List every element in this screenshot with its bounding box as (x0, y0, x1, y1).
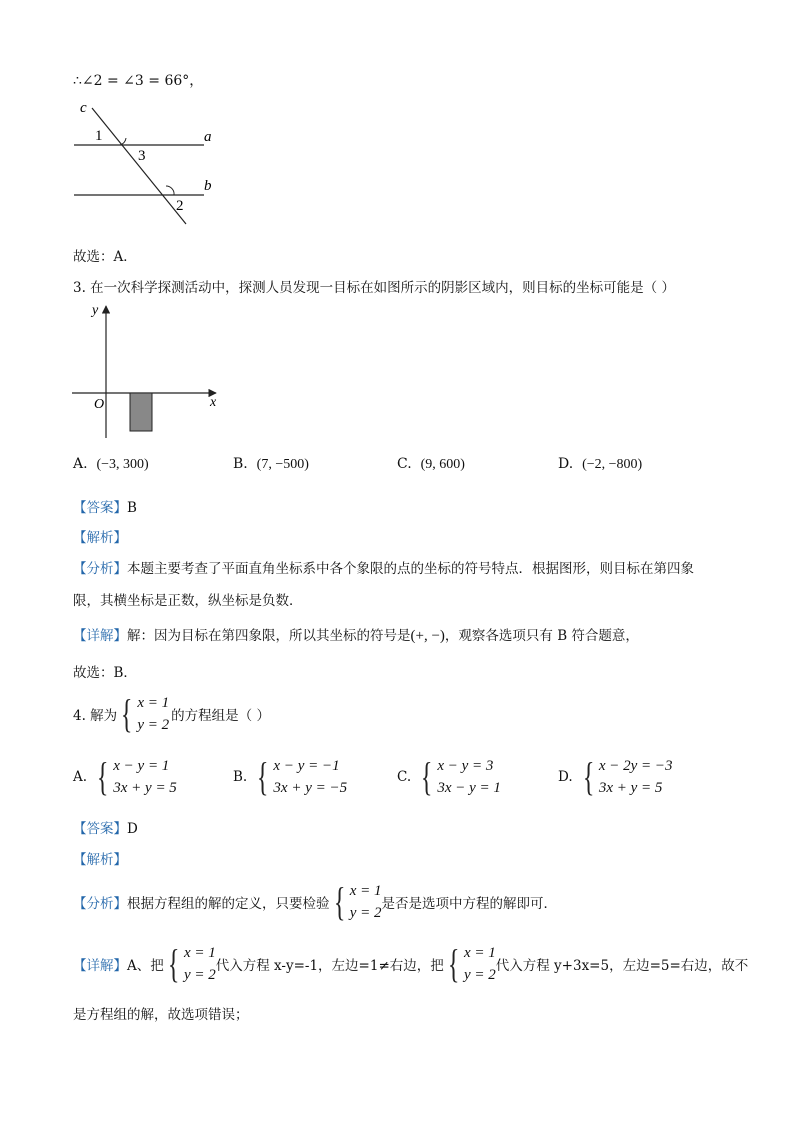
label-a: a (204, 129, 212, 145)
parallel-lines-figure (68, 98, 228, 228)
brace-icon: { (167, 941, 180, 986)
brace-icon: { (447, 941, 460, 986)
label-c: c (80, 100, 87, 116)
choose-a-line: 故选：A． (73, 249, 137, 265)
angle-arc-2 (166, 186, 174, 195)
coordinate-figure (66, 300, 226, 440)
q3-option-a: A. (−3, 300) (73, 456, 149, 472)
q3-stem: 3. 在一次科学探测活动中，探测人员发现一目标在如图所示的阴影区域内，则目标的坐标可能是（ ） (73, 280, 675, 296)
brace-icon: { (96, 754, 109, 799)
q4-option-b: B. { x − y = −1 3x + y = −5 (233, 754, 348, 799)
q3-fenxi-line2: 限，其横坐标是正数，纵坐标是负数． (73, 593, 303, 609)
brace-icon: { (333, 879, 345, 924)
brace-icon: { (257, 754, 269, 799)
line-c (92, 108, 186, 224)
brace-icon: { (420, 754, 433, 799)
q3-xiangjie-line2: 故选：B． (73, 665, 137, 681)
label-3: 3 (138, 148, 146, 164)
q3-xiangjie-line1: 【详解】解：因为目标在第四象限，所以其坐标的符号是(+, −)，观察各选项只有 B 符合题意， (73, 628, 639, 644)
q4-options (0, 755, 794, 803)
q3-options (0, 456, 794, 480)
y-label: y (92, 303, 99, 318)
q4-xiangjie-line2: 是方程组的解，故选项错误； (73, 1007, 249, 1023)
q3-option-d: D. (−2, −800) (558, 456, 643, 472)
q4-option-d: D. { x − 2y = −3 3x + y = 5 (558, 754, 673, 799)
brace-icon: { (121, 691, 133, 736)
q4-answer: 【答案】D (73, 821, 138, 837)
q3-answer: 【答案】B (73, 500, 137, 516)
conclusion-line: ∴∠2 = ∠3 = 66°， (73, 73, 204, 89)
q3-option-b: B. (7, −500) (233, 456, 309, 472)
label-2: 2 (176, 198, 184, 214)
q4-analysis-heading: 【解析】 (73, 852, 127, 868)
x-label: x (210, 395, 217, 410)
q4-option-c: C. { x − y = 3 3x − y = 1 (397, 754, 501, 799)
origin-label: O (94, 397, 105, 412)
label-1: 1 (95, 128, 103, 144)
q4-fenxi: 【分析】 根据方程组的解的定义，只要检验 { x = 1 y = 2 是否是选项中方程的解即可． (73, 879, 557, 924)
shaded-region (130, 393, 152, 431)
brace-icon: { (582, 754, 595, 799)
q3-analysis-heading: 【解析】 (73, 530, 127, 546)
q4-stem: 4. 解为 { x = 1 y = 2 的方程组是（ ） (73, 691, 270, 736)
label-b: b (204, 178, 212, 194)
q4-xiangjie-line1: 【详解】 A、把 { x = 1 y = 2 代入方程 x-y=-1，左边=1≠右边，把 { x = 1 y = 2 代入方程 y+3x=5，左边=5=右边，故不 (73, 941, 749, 986)
q4-option-a: A. { x − y = 1 3x + y = 5 (73, 754, 177, 799)
q3-fenxi-line1: 【分析】本题主要考查了平面直角坐标系中各个象限的点的坐标的符号特点．根据图形，则目标在第四象 (73, 561, 694, 577)
q4-solution-system: { x = 1 y = 2 (121, 691, 170, 736)
q3-option-c: C. (9, 600) (397, 456, 465, 472)
